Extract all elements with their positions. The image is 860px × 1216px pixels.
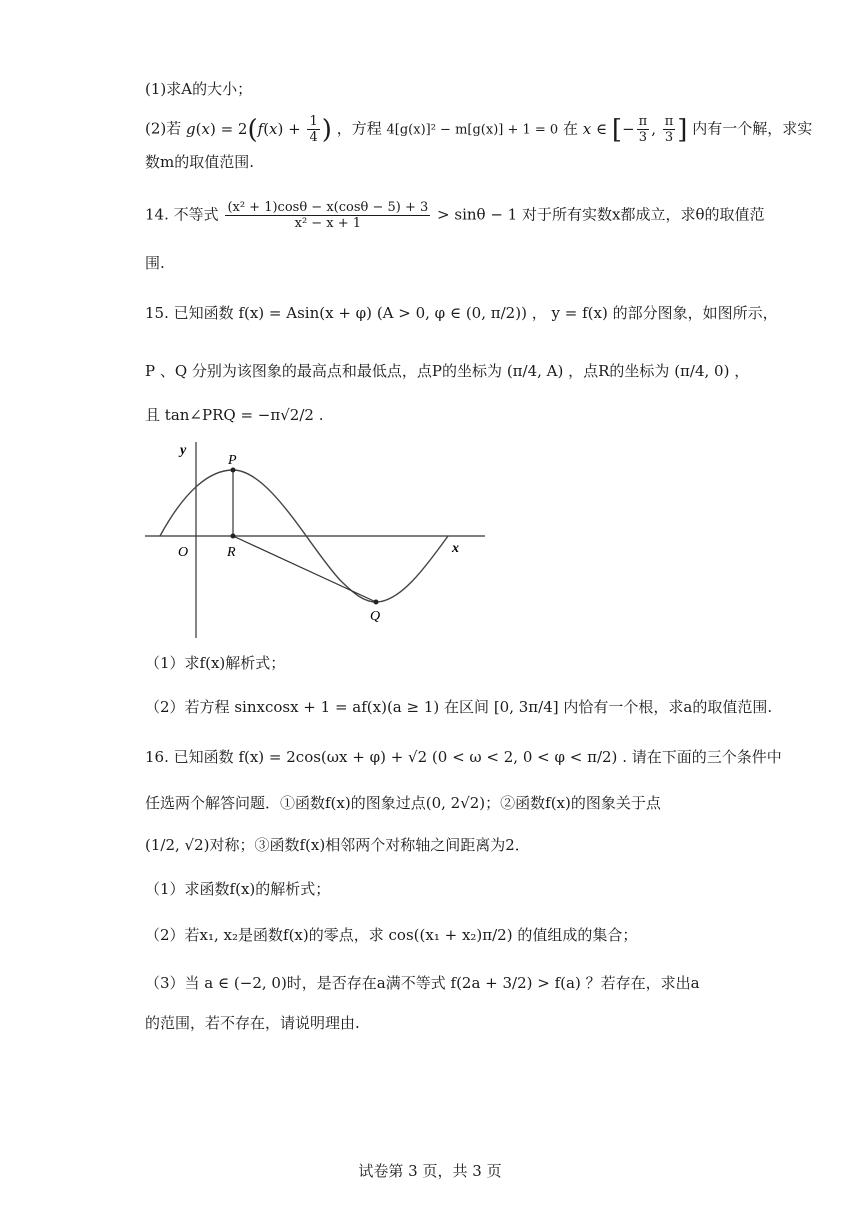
p15-tan: tan∠PRQ = −π√2/2	[164, 406, 314, 424]
p15-point-p: (π/4, A)	[506, 362, 564, 380]
p14-line: 14. 不等式 $\frac{\text{(x² + 1)cosθ − x(cosθ − 5) + 3}}{\text{x² − x + 1}}$ > sinθ − 1 对于所有实数x都成立，求θ的取值范	[145, 200, 765, 231]
point-r-dot	[231, 534, 236, 539]
p16-line1: 16. 已知函数 f(x) = 2cos(ωx + φ) + √2 (0 < ω < 2, 0 < φ < π/2) . 请在下面的三个条件中	[145, 748, 782, 766]
p16-line2: 任选两个解答问题．①函数f(x)的图象过点(0, 2√2)；②函数f(x)的图象关于点	[145, 794, 661, 812]
p13-interval: x ∈ [− $\frac{\pi}{3}$ , $\frac{\pi}{3}$ ]	[582, 114, 688, 145]
p15-func: f(x) = Asin(x + φ)	[238, 304, 373, 322]
p14-cont: 围.	[145, 254, 165, 272]
p15-q2: （2）若方程 sinxcosx + 1 = af(x)(a ≥ 1) 在区间 [0, 3π/4] 内恰有一个根，求a的取值范围.	[145, 698, 773, 716]
p16-func: f(x) = 2cos(ωx + φ) + √2	[238, 748, 428, 766]
p16-cond: (0 < ω < 2, 0 < φ < π/2)	[431, 748, 618, 766]
p16-q3-ineq: f(2a + 3/2) > f(a)	[450, 974, 581, 992]
p16-q3-cont: 的范围，若不存在，请说明理由.	[145, 1014, 360, 1032]
label-q: Q	[370, 609, 381, 624]
p15-line3: 且 tan∠PRQ = −π√2/2 .	[145, 406, 324, 424]
p16-q1: （1）求函数f(x)的解析式；	[145, 880, 331, 898]
page-footer: 试卷第 3 页，共 3 页	[358, 1162, 502, 1180]
p13-q2-line: (2)若 g(x) = 2(f(x) + $\frac{1}{4}$ ) ，方程 4[g(x)]² − m[g(x)] + 1 = 0 在 x ∈ [− $\frac{\pi}{3}$ , $\frac{\pi}{3}$ ] 内有一个解，求实	[145, 114, 813, 145]
p14-fraction: $\frac{\text{(x² + 1)cosθ − x(cosθ − 5) + 3}}{\text{x² − x + 1}}$	[227, 200, 429, 231]
p13-q1: (1)求A的大小；	[145, 80, 253, 98]
p16-q2: （2）若x₁, x₂是函数f(x)的零点，求 cos((x₁ + x₂)π/2) 的值组成的集合；	[145, 926, 638, 944]
p15-q1: （1）求f(x)解析式；	[145, 654, 286, 672]
p15-q2-eq: sinxcosx + 1 = af(x)(a ≥ 1)	[234, 698, 440, 716]
segment-rq	[233, 536, 376, 602]
p15-q2-interval: [0, 3π/4]	[493, 698, 559, 716]
p16-q2-expr: cos((x₁ + x₂)π/2)	[388, 926, 513, 944]
p13-equation: 4[g(x)]² − m[g(x)] + 1 = 0	[386, 122, 559, 138]
p13-g-def: g(x) = 2(f(x) + $\frac{1}{4}$ )	[186, 114, 332, 145]
label-y: y	[180, 443, 187, 458]
p15-line1: 15. 已知函数 f(x) = Asin(x + φ) (A > 0, φ ∈ (0, π/2)) ， y = f(x) 的部分图象，如图所示，	[145, 304, 778, 322]
point-p-dot	[231, 468, 236, 473]
p15-point-r: (π/4, 0)	[674, 362, 730, 380]
label-p: P	[228, 453, 237, 468]
label-o: O	[178, 545, 189, 560]
p16-q3: （3）当 a ∈ (−2, 0)时，是否存在a满不等式 f(2a + 3/2) > f(a) ？若存在，求出a	[145, 974, 700, 992]
p16-line3: (1/2, √2)对称；③函数f(x)相邻两个对称轴之间距离为2．	[145, 836, 530, 854]
label-x: x	[452, 541, 459, 556]
p15-sine-graph	[140, 438, 490, 643]
point-q-dot	[374, 600, 379, 605]
p15-line2: P 、Q 分别为该图象的最高点和最低点，点P的坐标为 (π/4, A) ，点R的坐标为 (π/4, 0) ，	[145, 362, 750, 380]
p15-cond: (A > 0, φ ∈ (0, π/2))	[376, 304, 527, 322]
p13-q2-cont: 数m的取值范围.	[145, 153, 254, 171]
label-r: R	[227, 545, 236, 560]
